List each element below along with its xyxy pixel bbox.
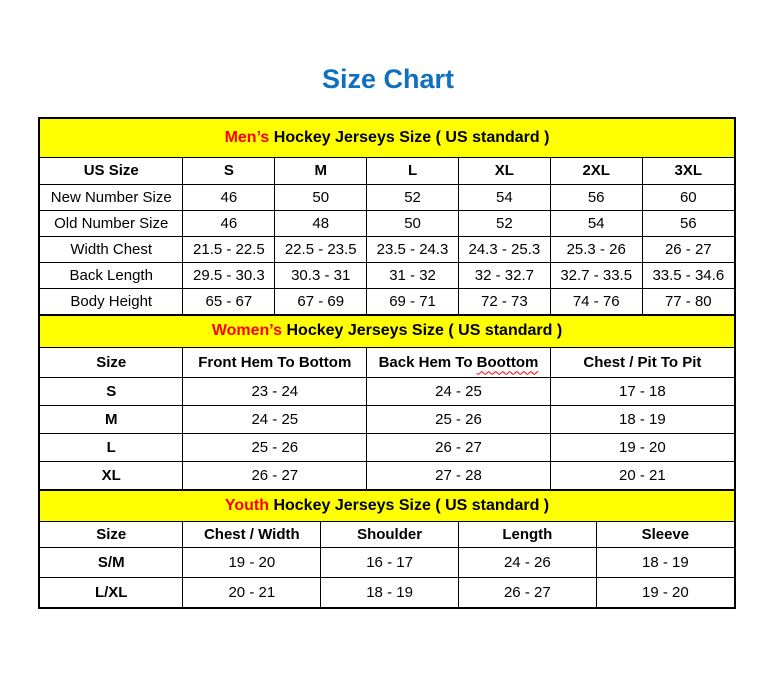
womens-cell: 18 - 19 (550, 405, 734, 433)
mens-size-table (40, 119, 734, 314)
youth-cell: 19 - 20 (183, 547, 321, 577)
womens-cell: 24 - 25 (367, 377, 551, 405)
womens-row-label: M (40, 405, 183, 433)
youth-cell: 20 - 21 (183, 577, 321, 607)
mens-cell: 54 (458, 184, 550, 210)
mens-col-header: US Size (40, 157, 183, 184)
size-chart (38, 117, 736, 609)
youth-cell: 16 - 17 (321, 547, 459, 577)
mens-cell: 29.5 - 30.3 (183, 262, 275, 288)
youth-col-header: Shoulder (321, 521, 459, 547)
womens-row-label: XL (40, 461, 183, 489)
mens-cell: 69 - 71 (367, 288, 459, 314)
mens-row-label: Body Height (40, 288, 183, 314)
youth-section-title: Youth Hockey Jerseys Size ( US standard ) (40, 490, 734, 521)
womens-row-label: S (40, 377, 183, 405)
mens-cell: 33.5 - 34.6 (642, 262, 734, 288)
womens-col-header: Chest / Pit To Pit (550, 347, 734, 377)
youth-row-label: S/M (40, 547, 183, 577)
mens-cell: 77 - 80 (642, 288, 734, 314)
mens-row (40, 262, 734, 288)
mens-cell: 30.3 - 31 (275, 262, 367, 288)
womens-cell: 23 - 24 (183, 377, 367, 405)
mens-row (40, 288, 734, 314)
youth-col-header: Length (458, 521, 596, 547)
youth-cell: 24 - 26 (458, 547, 596, 577)
womens-cell: 17 - 18 (550, 377, 734, 405)
youth-row-label: L/XL (40, 577, 183, 607)
mens-cell: 52 (367, 184, 459, 210)
mens-col-header: S (183, 157, 275, 184)
womens-section-title: Women’s Hockey Jerseys Size ( US standard ) (40, 315, 734, 347)
womens-row (40, 377, 734, 405)
youth-row (40, 547, 734, 577)
mens-cell: 24.3 - 25.3 (458, 236, 550, 262)
mens-row-label: New Number Size (40, 184, 183, 210)
mens-cell: 32 - 32.7 (458, 262, 550, 288)
womens-cell: 26 - 27 (367, 433, 551, 461)
womens-col-header: Front Hem To Bottom (183, 347, 367, 377)
mens-col-header: XL (458, 157, 550, 184)
mens-row (40, 236, 734, 262)
womens-size-table (40, 314, 734, 489)
mens-cell: 21.5 - 22.5 (183, 236, 275, 262)
womens-cell: 19 - 20 (550, 433, 734, 461)
mens-row-label: Back Length (40, 262, 183, 288)
youth-col-header: Size (40, 521, 183, 547)
womens-cell: 20 - 21 (550, 461, 734, 489)
womens-cell: 24 - 25 (183, 405, 367, 433)
mens-cell: 54 (550, 210, 642, 236)
mens-row (40, 210, 734, 236)
mens-cell: 72 - 73 (458, 288, 550, 314)
womens-col-header: Back Hem To Boottom (367, 347, 551, 377)
mens-cell: 48 (275, 210, 367, 236)
youth-cell: 18 - 19 (321, 577, 459, 607)
mens-cell: 56 (550, 184, 642, 210)
mens-cell: 25.3 - 26 (550, 236, 642, 262)
mens-cell: 56 (642, 210, 734, 236)
womens-section-title-accent: Women’s (211, 322, 283, 340)
mens-cell: 31 - 32 (367, 262, 459, 288)
youth-col-header: Chest / Width (183, 521, 321, 547)
womens-row-label: L (40, 433, 183, 461)
mens-cell: 74 - 76 (550, 288, 642, 314)
page-title: Size Chart (321, 64, 455, 94)
mens-cell: 50 (367, 210, 459, 236)
mens-cell: 46 (183, 210, 275, 236)
womens-col-header: Size (40, 347, 183, 377)
youth-size-table (40, 489, 734, 607)
mens-col-header: L (367, 157, 459, 184)
mens-cell: 52 (458, 210, 550, 236)
youth-section-title-accent: Youth (224, 496, 269, 514)
youth-cell: 18 - 19 (596, 547, 734, 577)
mens-col-header: 3XL (642, 157, 734, 184)
youth-col-header: Sleeve (596, 521, 734, 547)
womens-cell: 27 - 28 (367, 461, 551, 489)
mens-cell: 67 - 69 (275, 288, 367, 314)
mens-cell: 65 - 67 (183, 288, 275, 314)
womens-cell: 25 - 26 (367, 405, 551, 433)
mens-col-header: 2XL (550, 157, 642, 184)
mens-cell: 46 (183, 184, 275, 210)
mens-col-header: M (275, 157, 367, 184)
mens-cell: 23.5 - 24.3 (367, 236, 459, 262)
mens-row-label: Old Number Size (40, 210, 183, 236)
mens-cell: 26 - 27 (642, 236, 734, 262)
mens-row-label: Width Chest (40, 236, 183, 262)
mens-section-title-accent: Men’s (224, 128, 270, 146)
womens-row (40, 433, 734, 461)
mens-cell: 22.5 - 23.5 (275, 236, 367, 262)
mens-cell: 32.7 - 33.5 (550, 262, 642, 288)
womens-cell: 25 - 26 (183, 433, 367, 461)
mens-row (40, 184, 734, 210)
womens-cell: 26 - 27 (183, 461, 367, 489)
mens-cell: 50 (275, 184, 367, 210)
womens-row (40, 461, 734, 489)
womens-row (40, 405, 734, 433)
misspelled-word: Boottom (476, 353, 539, 371)
youth-cell: 26 - 27 (458, 577, 596, 607)
youth-row (40, 577, 734, 607)
youth-cell: 19 - 20 (596, 577, 734, 607)
mens-cell: 60 (642, 184, 734, 210)
mens-section-title: Men’s Hockey Jerseys Size ( US standard ) (40, 119, 734, 157)
